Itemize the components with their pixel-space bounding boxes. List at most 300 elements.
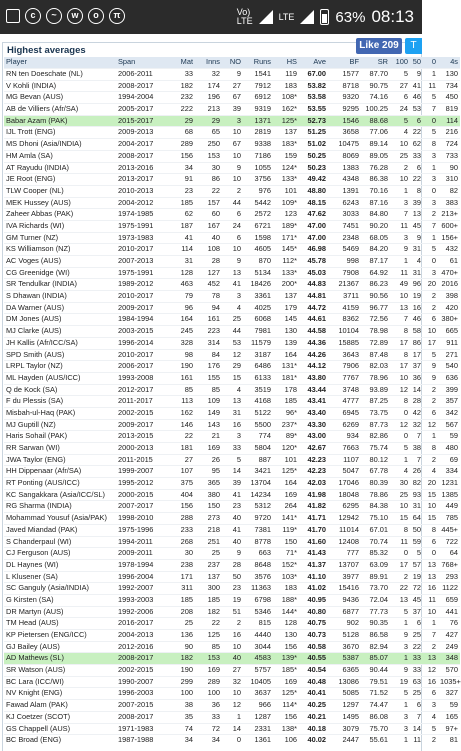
cell-sr: 70.16: [361, 185, 390, 197]
player-name-cell[interactable]: MJ Guptill (NZ): [4, 419, 116, 431]
player-name-cell[interactable]: S Chanderpaul (WI): [4, 536, 116, 548]
cell-4s: 540: [438, 361, 460, 373]
cell-hs: 139: [273, 337, 299, 349]
column-header-ave[interactable]: Ave: [299, 57, 328, 69]
cell-inns: 72: [195, 723, 222, 735]
cell-bf: 5128: [328, 630, 361, 642]
player-name-cell[interactable]: KC Sangakkara (Asia/ICC/SL): [4, 489, 116, 501]
cell-4s: 911: [438, 337, 460, 349]
cell-4s: 480: [438, 443, 460, 455]
cell-runs: 9720: [243, 513, 273, 525]
cell-span: 1996-2004: [116, 571, 168, 583]
cell-4s: 342: [438, 407, 460, 419]
player-name-cell[interactable]: MS Dhoni (Asia/INDIA): [4, 139, 116, 151]
player-name-cell[interactable]: G Kirsten (SA): [4, 594, 116, 606]
cell-no: 40: [222, 653, 243, 665]
cell-hs: 125*: [273, 688, 299, 700]
player-name-cell[interactable]: RN ten Doeschate (NL): [4, 69, 116, 81]
cell-no: 2: [222, 618, 243, 630]
table-body: [4, 69, 460, 746]
cell-mat: 404: [168, 489, 195, 501]
player-name-cell[interactable]: Javed Miandad (PAK): [4, 524, 116, 536]
cell-span: 1987-1988: [116, 735, 168, 746]
cell-0: 6: [423, 314, 438, 326]
player-name-cell[interactable]: DM Jones (AUS): [4, 314, 116, 326]
cell-runs: 815: [243, 618, 273, 630]
cell-bf: 7767: [328, 372, 361, 384]
cell-inns: 314: [195, 337, 222, 349]
cell-50: 64: [410, 513, 423, 525]
cell-runs: 6721: [243, 220, 273, 232]
cell-4s: 213+: [438, 209, 460, 221]
cell-runs: 8648: [243, 559, 273, 571]
cell-100: 0: [390, 407, 410, 419]
cell-bf: 10475: [328, 139, 361, 151]
table-row: [4, 302, 460, 314]
cell-span: 1993-2003: [116, 594, 168, 606]
cell-100: 6: [390, 92, 410, 104]
cell-0: 5: [423, 92, 438, 104]
cell-4s: 59: [438, 431, 460, 443]
cell-hs: 120*: [273, 443, 299, 455]
cell-ave: 40.80: [299, 606, 328, 618]
cell-4s: 445+: [438, 524, 460, 536]
cell-no: 6: [222, 232, 243, 244]
player-name-cell[interactable]: ML Hayden (AUS/ICC): [4, 372, 116, 384]
player-name-cell[interactable]: Q de Kock (SA): [4, 384, 116, 396]
cell-50: 8: [410, 185, 423, 197]
player-name-cell[interactable]: MEK Hussey (AUS): [4, 197, 116, 209]
cell-100: 5: [390, 606, 410, 618]
cell-inns: 40: [195, 232, 222, 244]
cell-inns: 143: [195, 419, 222, 431]
cell-50: 5: [410, 548, 423, 560]
cell-sr: 93.89: [361, 384, 390, 396]
column-header-bf[interactable]: BF: [328, 57, 361, 69]
cell-no: 4: [222, 384, 243, 396]
cell-no: 3: [222, 431, 243, 443]
averages-table: [4, 57, 460, 746]
cell-ave: 42.23: [299, 466, 328, 478]
cell-no: 6: [222, 209, 243, 221]
cell-bf: 934: [328, 431, 361, 443]
cell-0: 1: [423, 232, 438, 244]
cell-sr: 82.86: [361, 431, 390, 443]
column-header-span[interactable]: Span: [116, 57, 168, 69]
cell-mat: 238: [168, 559, 195, 571]
player-name-cell[interactable]: SPD Smith (AUS): [4, 349, 116, 361]
player-name-cell[interactable]: SR Watson (AUS): [4, 665, 116, 677]
cell-sr: 67.01: [361, 524, 390, 536]
column-header-0[interactable]: 0: [423, 57, 438, 69]
tweet-button[interactable]: T: [405, 38, 422, 54]
table-row: [4, 232, 460, 244]
cell-mat: 182: [168, 653, 195, 665]
status-bar: [0, 0, 422, 34]
cell-0: 1: [423, 162, 438, 174]
cell-0: 17: [423, 337, 438, 349]
cell-bf: 9320: [328, 92, 361, 104]
table-row: [4, 431, 460, 443]
cell-sr: 72.04: [361, 594, 390, 606]
cell-sr: 84.38: [361, 501, 390, 513]
player-name-cell[interactable]: IVA Richards (WI): [4, 220, 116, 232]
cell-hs: 109*: [273, 197, 299, 209]
player-name-cell[interactable]: RG Sharma (INDIA): [4, 501, 116, 513]
cell-runs: 1541: [243, 69, 273, 81]
column-header-mat[interactable]: Mat: [168, 57, 195, 69]
cell-hs: 103*: [273, 571, 299, 583]
cell-inns: 365: [195, 478, 222, 490]
cell-0: 2: [423, 209, 438, 221]
cell-runs: 966: [243, 700, 273, 712]
cell-mat: 68: [168, 127, 195, 139]
player-name-cell[interactable]: TLW Cooper (NL): [4, 185, 116, 197]
cell-ave: 40.95: [299, 594, 328, 606]
cell-mat: 90: [168, 641, 195, 653]
cell-no: 29: [222, 361, 243, 373]
cell-50: 22: [410, 174, 423, 186]
player-name-cell[interactable]: AC Voges (AUS): [4, 256, 116, 268]
player-name-cell[interactable]: HH Dippenaar (Afr/SA): [4, 466, 116, 478]
cell-runs: 6798: [243, 594, 273, 606]
column-header-hs[interactable]: HS: [273, 57, 299, 69]
cell-no: 16: [222, 630, 243, 642]
player-name-cell[interactable]: CG Greenidge (WI): [4, 267, 116, 279]
player-name-cell[interactable]: L Klusener (SA): [4, 571, 116, 583]
cell-bf: 10104: [328, 326, 361, 338]
table-row: [4, 115, 460, 127]
cell-inns: 22: [195, 618, 222, 630]
cell-100: 8: [390, 349, 410, 361]
cell-hs: 125*: [273, 115, 299, 127]
cell-ave: 44.12: [299, 361, 328, 373]
player-name-cell[interactable]: Haris Sohail (PAK): [4, 431, 116, 443]
cell-runs: 3576: [243, 571, 273, 583]
table-row: [4, 185, 460, 197]
player-name-cell[interactable]: KJ Coetzer (SCOT): [4, 711, 116, 723]
cell-hs: 139*: [273, 653, 299, 665]
cell-ave: 41.60: [299, 536, 328, 548]
cell-ave: 41.98: [299, 489, 328, 501]
cell-0: 13: [423, 559, 438, 571]
player-name-cell[interactable]: AD Mathews (SL): [4, 653, 116, 665]
cell-mat: 299: [168, 676, 195, 688]
cell-inns: 36: [195, 700, 222, 712]
cell-sr: 96.77: [361, 302, 390, 314]
cell-0: 11: [423, 594, 438, 606]
cell-span: 2004-2013: [116, 630, 168, 642]
table-row: [4, 127, 460, 139]
facebook-like-button[interactable]: Like 209: [356, 38, 402, 54]
cell-sr: 64.92: [361, 267, 390, 279]
cell-runs: 3361: [243, 291, 273, 303]
cell-50: 17: [410, 349, 423, 361]
player-name-cell[interactable]: CJ Ferguson (AUS): [4, 548, 116, 560]
cell-4s: 2016: [438, 279, 460, 291]
table-title: Highest averages: [7, 45, 86, 56]
cell-span: 1992-2007: [116, 583, 168, 595]
player-name-cell[interactable]: BC Lara (ICC/WI): [4, 676, 116, 688]
cell-50: 42: [410, 407, 423, 419]
table-row: [4, 419, 460, 431]
cell-4s: 470+: [438, 267, 460, 279]
player-name-cell[interactable]: F du Plessis (SA): [4, 396, 116, 408]
cell-50: 11: [410, 735, 423, 746]
cell-runs: 14234: [243, 489, 273, 501]
cell-sr: 82.94: [361, 641, 390, 653]
cell-ave: 51.02: [299, 139, 328, 151]
cell-ave: 43.80: [299, 372, 328, 384]
cell-bf: 902: [328, 618, 361, 630]
cell-span: 1971-1983: [116, 723, 168, 735]
table-row: [4, 618, 460, 630]
cell-bf: 7451: [328, 220, 361, 232]
player-name-cell[interactable]: GJ Bailey (AUS): [4, 641, 116, 653]
system-status: [237, 7, 414, 27]
cell-0: 0: [423, 256, 438, 268]
cell-no: 4: [222, 302, 243, 314]
cell-mat: 96: [168, 302, 195, 314]
cell-span: 2006-2011: [116, 69, 168, 81]
cell-no: 10: [222, 688, 243, 700]
cell-sr: 77.06: [361, 127, 390, 139]
player-name-cell[interactable]: DA Warner (AUS): [4, 302, 116, 314]
column-header-4s[interactable]: 4s: [438, 57, 460, 69]
cell-mat: 100: [168, 688, 195, 700]
cell-runs: 870: [243, 256, 273, 268]
cell-span: 2012-2016: [116, 641, 168, 653]
cell-no: 9: [222, 69, 243, 81]
cell-inns: 150: [195, 501, 222, 513]
cell-100: 11: [390, 220, 410, 232]
cell-ave: 43.30: [299, 419, 328, 431]
player-name-cell[interactable]: JH Kallis (Afr/ICC/SA): [4, 337, 116, 349]
cell-hs: 164: [273, 349, 299, 361]
cell-sr: 87.25: [361, 396, 390, 408]
cell-0: 2: [423, 291, 438, 303]
notification-icons: [6, 8, 125, 24]
cell-100: 22: [390, 583, 410, 595]
column-header-inns[interactable]: Inns: [195, 57, 222, 69]
cell-100: 27: [390, 80, 410, 92]
cell-bf: 3658: [328, 127, 361, 139]
cell-4s: 81: [438, 735, 460, 746]
player-name-cell[interactable]: MG Bevan (AUS): [4, 92, 116, 104]
cell-bf: 5469: [328, 244, 361, 256]
cell-ave: 45.78: [299, 256, 328, 268]
player-name-cell[interactable]: MJ Clarke (AUS): [4, 326, 116, 338]
cell-inns: 32: [195, 69, 222, 81]
player-name-cell[interactable]: KP Pietersen (ENG/ICC): [4, 630, 116, 642]
player-name-cell[interactable]: DL Haynes (WI): [4, 559, 116, 571]
cell-ave: 40.58: [299, 641, 328, 653]
cell-50: 41: [410, 80, 423, 92]
cell-inns: 26: [195, 454, 222, 466]
cell-ave: 67.00: [299, 69, 328, 81]
player-name-cell[interactable]: JWA Taylor (ENG): [4, 454, 116, 466]
cell-100: 11: [390, 267, 410, 279]
cell-no: 10: [222, 244, 243, 256]
cell-ave: 45.03: [299, 267, 328, 279]
cell-ave: 41.82: [299, 501, 328, 513]
cell-runs: 6068: [243, 314, 273, 326]
cell-4s: 327: [438, 688, 460, 700]
player-name-cell[interactable]: NV Knight (ENG): [4, 688, 116, 700]
cell-mat: 182: [168, 80, 195, 92]
cell-mat: 185: [168, 197, 195, 209]
cell-4s: 722: [438, 536, 460, 548]
cell-sr: 84.80: [361, 209, 390, 221]
cell-100: 7: [390, 209, 410, 221]
cell-hs: 156: [273, 711, 299, 723]
cell-4s: 310: [438, 174, 460, 186]
cell-runs: 9319: [243, 104, 273, 116]
cell-span: 1978-1994: [116, 559, 168, 571]
player-name-cell[interactable]: V Kohli (INDIA): [4, 80, 116, 92]
cell-50: 31: [410, 244, 423, 256]
cell-inns: 85: [195, 641, 222, 653]
cell-bf: 6243: [328, 197, 361, 209]
cell-ave: 40.75: [299, 618, 328, 630]
cell-span: 2012-2017: [116, 384, 168, 396]
player-name-cell[interactable]: AT Rayudu (INDIA): [4, 162, 116, 174]
player-name-cell[interactable]: SC Ganguly (Asia/INDIA): [4, 583, 116, 595]
player-name-cell[interactable]: BC Broad (ENG): [4, 735, 116, 746]
cell-50: 14: [410, 384, 423, 396]
player-name-cell[interactable]: S Dhawan (INDIA): [4, 291, 116, 303]
cell-100: 17: [390, 559, 410, 571]
player-name-cell[interactable]: SR Tendulkar (INDIA): [4, 279, 116, 291]
cell-mat: 22: [168, 431, 195, 443]
cell-100: 10: [390, 291, 410, 303]
table-row: [4, 641, 460, 653]
cell-inns: 185: [195, 594, 222, 606]
cell-100: 5: [390, 688, 410, 700]
cell-bf: 6877: [328, 606, 361, 618]
cell-hs: 137: [273, 127, 299, 139]
cell-bf: 1391: [328, 185, 361, 197]
player-name-cell[interactable]: RT Ponting (AUS/ICC): [4, 478, 116, 490]
cell-ave: 51.25: [299, 127, 328, 139]
column-header-runs[interactable]: Runs: [243, 57, 273, 69]
cell-hs: 89*: [273, 431, 299, 443]
player-name-cell[interactable]: GS Chappell (AUS): [4, 723, 116, 735]
cell-4s: 76: [438, 618, 460, 630]
cell-hs: 169: [273, 489, 299, 501]
table-row: [4, 513, 460, 525]
cell-hs: 138*: [273, 723, 299, 735]
cell-inns: 452: [195, 279, 222, 291]
cell-0: 3: [423, 267, 438, 279]
cricket-app-icon: c: [25, 8, 41, 24]
table-row: [4, 396, 460, 408]
column-header-player[interactable]: Player: [4, 57, 116, 69]
cell-bf: 12942: [328, 513, 361, 525]
player-name-cell[interactable]: IJL Trott (ENG): [4, 127, 116, 139]
cell-0: 10: [423, 501, 438, 513]
player-name-cell[interactable]: DR Martyn (AUS): [4, 606, 116, 618]
cell-bf: 7906: [328, 361, 361, 373]
cell-50: 16: [410, 302, 423, 314]
column-header-50[interactable]: 50: [410, 57, 423, 69]
player-name-cell[interactable]: LRPL Taylor (NZ): [4, 361, 116, 373]
cell-4s: 441: [438, 606, 460, 618]
cell-span: 2008-2017: [116, 653, 168, 665]
column-header-no[interactable]: NO: [222, 57, 243, 69]
cell-4s: 1231: [438, 478, 460, 490]
cell-ave: 49.42: [299, 174, 328, 186]
cell-mat: 27: [168, 454, 195, 466]
player-name-cell[interactable]: Fawad Alam (PAK): [4, 700, 116, 712]
player-name-cell[interactable]: KS Williamson (NZ): [4, 244, 116, 256]
player-name-cell[interactable]: Misbah-ul-Haq (PAK): [4, 407, 116, 419]
cell-hs: 133*: [273, 267, 299, 279]
cell-0: 10: [423, 326, 438, 338]
cell-mat: 91: [168, 174, 195, 186]
cell-4s: 130: [438, 69, 460, 81]
player-name-cell[interactable]: TM Head (AUS): [4, 618, 116, 630]
table-row: [4, 314, 460, 326]
player-name-cell[interactable]: HM Amla (SA): [4, 150, 116, 162]
cell-bf: 12408: [328, 536, 361, 548]
cell-0: 15: [423, 489, 438, 501]
cell-span: 2006-2017: [116, 361, 168, 373]
cell-span: 1999-2007: [116, 466, 168, 478]
cell-mat: 190: [168, 361, 195, 373]
cell-4s: 59: [438, 700, 460, 712]
cell-0: 0: [423, 548, 438, 560]
cell-ave: 40.55: [299, 653, 328, 665]
cell-hs: 71*: [273, 548, 299, 560]
player-name-cell[interactable]: GM Turner (NZ): [4, 232, 116, 244]
cell-ave: 40.02: [299, 735, 328, 746]
column-header-sr[interactable]: SR: [361, 57, 390, 69]
cell-100: 0: [390, 431, 410, 443]
cell-50: 22: [410, 641, 423, 653]
column-header-100[interactable]: 100: [390, 57, 410, 69]
cell-100: 12: [390, 384, 410, 396]
cell-mat: 31: [168, 256, 195, 268]
player-name-cell[interactable]: Mohammad Yousuf (Asia/PAK): [4, 513, 116, 525]
cell-mat: 34: [168, 735, 195, 746]
cell-no: 9: [222, 256, 243, 268]
player-name-cell[interactable]: AB de Villiers (Afr/SA): [4, 104, 116, 116]
cell-0: 16: [423, 583, 438, 595]
cell-100: 4: [390, 127, 410, 139]
cell-50: 7: [410, 431, 423, 443]
cell-100: 12: [390, 419, 410, 431]
cell-no: 39: [222, 478, 243, 490]
cell-0: 5: [423, 723, 438, 735]
cell-ave: 44.72: [299, 302, 328, 314]
cell-hs: 179: [273, 302, 299, 314]
cell-mat: 114: [168, 244, 195, 256]
cell-50: 13: [410, 209, 423, 221]
player-name-cell[interactable]: Zaheer Abbas (PAK): [4, 209, 116, 221]
cell-hs: 189*: [273, 220, 299, 232]
cell-100: 7: [390, 314, 410, 326]
cell-sr: 86.23: [361, 279, 390, 291]
player-name-cell[interactable]: Babar Azam (PAK): [4, 115, 116, 127]
cell-mat: 128: [168, 267, 195, 279]
cell-runs: 10405: [243, 676, 273, 688]
player-name-cell[interactable]: JE Root (ENG): [4, 174, 116, 186]
player-name-cell[interactable]: RR Sarwan (WI): [4, 443, 116, 455]
cell-bf: 3079: [328, 723, 361, 735]
cell-no: 27: [222, 665, 243, 677]
cell-0: 20: [423, 478, 438, 490]
